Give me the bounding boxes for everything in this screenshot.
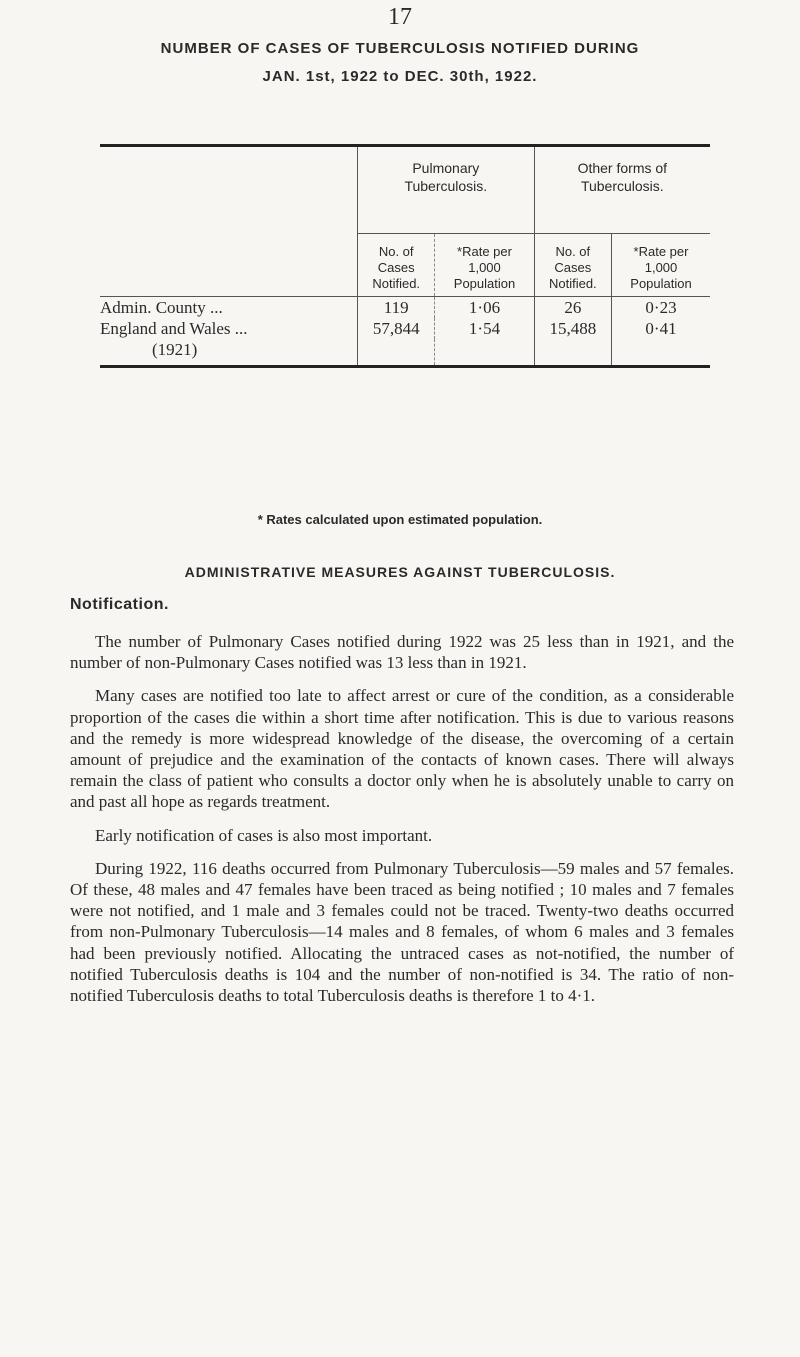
paragraph: During 1922, 116 deaths occurred from Pulmonary Tuberculosis—59 males and 57 females. Of these, 48 males and 47 females have been traced as being notified ; 10 males and 7 females were not notified, and 1 male and 3 females could not be traced. Twenty-two deaths occurred from non-Pulmonary Tuberculosis—14 males and 8 females, of whom 6 males and 3 females had been previously notified. Allocating the untraced cases as not-notified, the number of notified Tuberculosis deaths is 104 and the number of non-notified is 34. The ratio of non-notified Tuberculosis deaths to total Tuberculosis deaths is therefore 1 to 4·1. xyxy=(70,858,734,1006)
pulmonary-cases-cell: 119 xyxy=(358,297,435,319)
pulmonary-rate-cell xyxy=(435,339,534,367)
table-footnote: * Rates calculated upon estimated population. xyxy=(257,512,543,527)
other-cases-cell: 15,488 xyxy=(534,318,611,339)
paragraph: Many cases are notified too late to affect arrest or cure of the condition, as a considerable proportion of the cases die within a short time after notification. This is due to various reasons and the remedy is more widespread knowledge of the disease, the overcoming of a certain amount of prejudice and the examination of the contacts of known cases. There will always remain the class of patient who consults a doctor only when he is absolutely unable to carry on and past all hope as regards treatment. xyxy=(70,686,734,812)
other-cases-cell: 26 xyxy=(534,297,611,319)
subsection-title: Notification. xyxy=(70,596,169,613)
pulmonary-cases-header: No. of Cases Notified. xyxy=(358,234,435,297)
other-cases-cell xyxy=(534,339,611,367)
section-heading: ADMINISTRATIVE MEASURES AGAINST TUBERCULOSIS. xyxy=(184,564,616,580)
other-rate-cell: 0·41 xyxy=(612,318,710,339)
other-rate-header: *Rate per 1,000 Population xyxy=(612,234,710,297)
row-label: Admin. County ... xyxy=(100,298,223,317)
pulmonary-group-header: Pulmonary Tuberculosis. xyxy=(358,146,535,234)
other-cases-header: No. of Cases Notified. xyxy=(534,234,611,297)
row-label: (1921) xyxy=(152,340,198,359)
pulmonary-cases-cell xyxy=(358,339,435,367)
page-number: 17 xyxy=(388,4,412,30)
report-date-range: JAN. 1st, 1922 to DEC. 30th, 1922. xyxy=(262,68,538,85)
table-row xyxy=(100,297,710,319)
other-rate-cell xyxy=(612,339,710,367)
other-rate-cell: 0·23 xyxy=(612,297,710,319)
pulmonary-rate-header: *Rate per 1,000 Population xyxy=(435,234,534,297)
row-label-header xyxy=(100,146,358,297)
report-title: NUMBER OF CASES OF TUBERCULOSIS NOTIFIED DURING xyxy=(160,40,640,57)
pulmonary-rate-cell: 1·06 xyxy=(435,297,534,319)
other-forms-group-header: Other forms of Tuberculosis. xyxy=(534,146,710,234)
table-row xyxy=(100,339,710,367)
table-row xyxy=(100,318,710,339)
pulmonary-cases-cell: 57,844 xyxy=(358,318,435,339)
body-text xyxy=(70,631,734,1018)
row-label: England and Wales ... xyxy=(100,319,248,338)
tuberculosis-table xyxy=(100,144,710,368)
paragraph: The number of Pulmonary Cases notified during 1922 was 25 less than in 1921, and the number of non-Pulmonary Cases notified was 13 less than in 1921. xyxy=(70,632,734,673)
paragraph: Early notification of cases is also most important. xyxy=(95,825,433,845)
pulmonary-rate-cell: 1·54 xyxy=(435,318,534,339)
